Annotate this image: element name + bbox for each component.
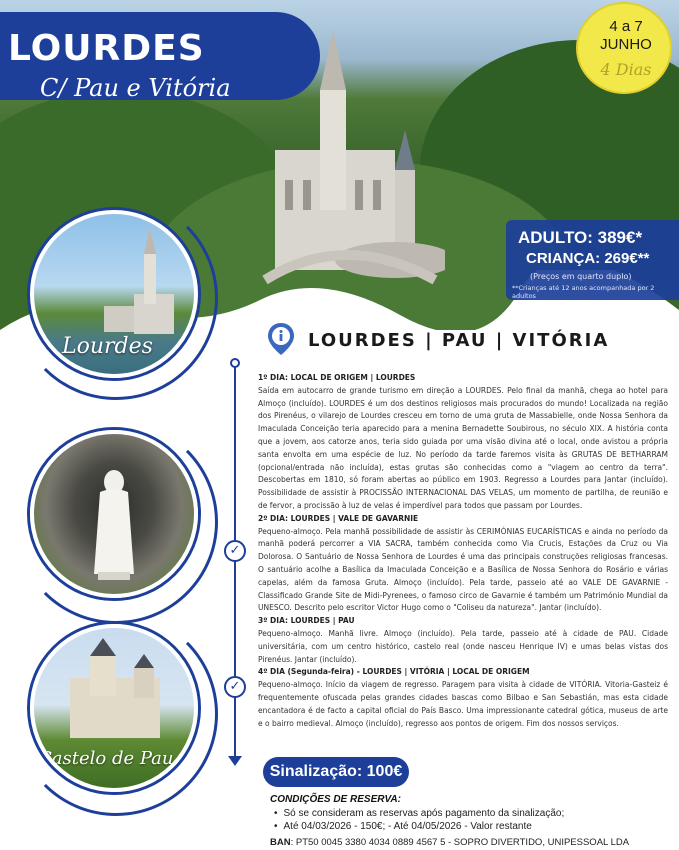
photo-castle xyxy=(30,624,198,792)
adult-price: ADULTO: 389€* xyxy=(518,228,643,247)
timeline-line xyxy=(234,362,236,764)
condition-item: • Até 04/03/2026 - 150€; - Até 04/05/2026 - Valor restante xyxy=(274,820,564,833)
statue-icon xyxy=(34,434,194,594)
ban-label: BAN xyxy=(270,837,291,848)
day-1-text: Saída em autocarro de grande turismo em direção a LOURDES. Pelo final da manhã, chega ao hotel para Almoço (incluído). LOURDES é um dos destinos religiosos mais procurados do mundo! Localizada na região dos Pirenéus, o vilarejo de Lourdes cresceu em torno de uma gruta de Massabielle, onde Nossa Senhora da Imaculada Conceição teria aparecido para a menina Bernadette Soubirous, no século XIX. A história conta que a jovem, aos catorze anos, teria sido guiada por uma visão divina até o local, onde avistou a própria santa envolta em uma espécie de luz. No período da tarde faremos visita às GRUTAS DE BETHARRAM (opcional/entrada não incluída), estas grutas são conhecidas como a "viagem ao centro da terra". Descobertas em 1810, só foram abertas ao público em 1903. Regresso a Lourdes para Jantar (incluído). Possibilidade de assistir à PROCISSÃO INTERNACIONAL DAS VELAS, um momento de partilha, de reunião e de fervor, a procissão à luz de velas é imperdível para todos que passam por Lourdes. xyxy=(258,385,668,510)
conditions-title: CONDIÇÕES DE RESERVA: xyxy=(270,794,401,805)
date-duration: 4 Dias xyxy=(600,60,652,79)
photo-grotto xyxy=(30,430,198,598)
ban-info xyxy=(270,837,629,848)
itinerary xyxy=(258,372,668,730)
check-icon: ✓ xyxy=(224,676,246,698)
photo-lourdes xyxy=(30,210,198,378)
conditions-list xyxy=(274,807,564,833)
photo-label-lourdes: Lourdes xyxy=(62,334,153,359)
photo-label-castle: Castelo de Pau xyxy=(38,748,174,769)
condition-item: • Só se consideram as reservas após pagamento da sinalização; xyxy=(274,807,564,820)
page-title: LOURDES xyxy=(8,28,205,69)
date-month: JUNHO xyxy=(600,36,652,53)
child-price: CRIANÇA: 269€** xyxy=(526,250,650,267)
timeline-dot xyxy=(230,358,240,368)
check-icon: ✓ xyxy=(224,540,246,562)
page-subtitle: C/ Pau e Vitória xyxy=(40,74,231,102)
price-box xyxy=(506,220,679,300)
day-4-text: Pequeno-almoço. Início da viagem de regresso. Paragem para visita à cidade de VITÓRIA. Vitoria-Gasteiz é frequentemente ofuscada pelas grandes cidades bascas como Bilbao e San Sebastián, mas esta cidade encantadora é de facto a capital oficial do País Basco. Uma impressionante catedral gótica, museus de arte e o bairro medieval. Almoço (incluído), regresso aos pontos de origem. Fim dos nossos serviços. xyxy=(258,680,668,728)
deposit-badge: Sinalização: 100€ xyxy=(263,757,409,787)
day-3-text: Pequeno-almoço. Manhã livre. Almoço (incluído). Pela tarde, passeio até à cidade de PAU. Cidade universitária, com um centro histórico, castelo real (onde nasceu Henrique IV) e umas belas vistas dos Pirenéus. Jantar (incluído). xyxy=(258,628,668,664)
route-title: LOURDES | PAU | VITÓRIA xyxy=(308,330,610,351)
child-note: **Crianças até 12 anos acompanhada por 2 adultos xyxy=(512,284,655,300)
arrow-down-icon xyxy=(228,756,242,766)
info-pin-icon xyxy=(266,322,296,356)
day-3-title: 3º DIA: LOURDES | PAU xyxy=(258,616,355,626)
day-2-text: Pequeno-almoço. Pela manhã possibilidade de assistir às CERIMÓNIAS EUCARÍSTICAS e ainda no período da manhã poderá percorrer a VIA SACRA, também conhecida como Via Crucis, Estações da Cruz ou Via Dolorosa. O Santuário de Nossa Senhora de Lourdes é uma das principais construções religiosas francesas. O santuário acolhe a Basílica da Imaculada Conceição e a Basílica de Nossa Senhora do Rosário e várias capelas, além da famosa Gruta. Almoço (incluído). Pela tarde, passeio até ao VALE DE GAVARNIE - Classificado Grande Site de Midi-Pyrenees, o famoso circo de Gavarnie é também um Património Mundial da UNESCO. Descrito pelo escritor Victor Hugo como o "Coliseu da natureza". Jantar (incluído). xyxy=(258,526,668,613)
date-range: 4 a 7 xyxy=(609,18,643,35)
date-badge xyxy=(576,2,672,94)
day-4-title: 4º DIA (Segunda-feira) - LOURDES | VITÓRIA | LOCAL DE ORIGEM xyxy=(258,667,530,677)
day-2-title: 2º DIA: LOURDES | VALE DE GAVARNIE xyxy=(258,513,419,523)
day-1-title: 1º DIA: LOCAL DE ORIGEM | LOURDES xyxy=(258,373,416,382)
title-banner xyxy=(0,12,320,100)
room-note: (Preços em quarto duplo) xyxy=(530,272,632,281)
ban-value: : PT50 0045 3380 4034 0889 4567 5 - SOPRO DIVERTIDO, UNIPESSOAL LDA xyxy=(290,837,630,848)
